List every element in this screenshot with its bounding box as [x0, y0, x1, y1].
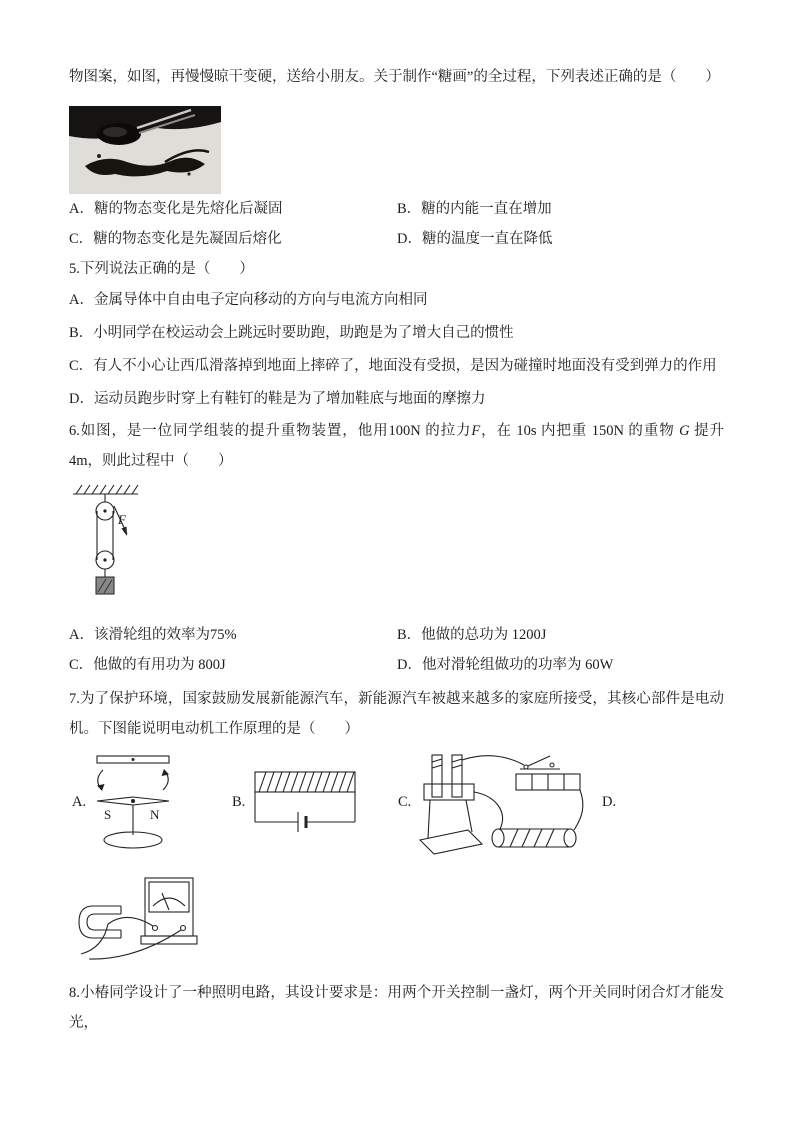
q5-option-a: A．金属导体中自由电子定向移动的方向与电流方向相同 — [69, 292, 428, 308]
q4-options-row-1 — [69, 194, 724, 224]
q6-weight-symbol: G — [679, 423, 690, 439]
q4-options-row-2 — [69, 224, 724, 254]
solenoid-coil-drawing — [251, 764, 361, 838]
pulley-force-label: F — [118, 512, 126, 527]
q7-figure-label-d: D. — [602, 794, 617, 810]
galvanometer-figure — [75, 872, 201, 964]
compass-south-label: S — [104, 807, 112, 822]
q6-intro-part2: ，在 10s 内把重 150N 的重物 — [480, 423, 680, 439]
q4-option-d: D．糖的温度一直在降低 — [397, 231, 553, 247]
electrolysis-figure — [416, 752, 588, 864]
q6-option-c: C．他做的有用功为 800J — [69, 657, 226, 673]
q4-intro-text: 物图案，如图，再慢慢晾干变硬，送给小朋友。关于制作“糖画”的全过程，下列表述正确的是（ ） — [69, 69, 720, 85]
q6-intro-part1: 6.如图，是一位同学组装的提升重物装置，他用100N 的拉力 — [69, 423, 472, 439]
q6-options-row-2 — [69, 650, 724, 680]
sugar-painting-image — [69, 106, 221, 194]
q6-option-b: B．他做的总功为 1200J — [397, 627, 547, 643]
q6-intro-text — [69, 416, 724, 476]
solenoid-figure — [251, 764, 361, 838]
compass-north-label: N — [150, 807, 160, 822]
q6-options-row-1 — [69, 620, 724, 650]
pulley-system-figure — [70, 480, 146, 608]
q7-figures-row — [69, 750, 724, 868]
sugar-painting-art — [69, 106, 221, 194]
q6-intro-part3: 提升 4m，则此过程中（ ） — [69, 423, 724, 469]
q5-option-b: B．小明同学在校运动会上跳远时要助跑，助跑是为了增大自己的惯性 — [69, 325, 514, 341]
galvanometer-magnet-drawing — [75, 872, 201, 964]
pulley-system-drawing — [70, 480, 146, 608]
q7-intro-text: 7.为了保护环境，国家鼓励发展新能源汽车，新能源汽车被越来越多的家庭所接受，其核心部件是电动机。下图能说明电动机工作原理的是（ ） — [69, 691, 724, 737]
q5-option-c: C．有人不小心让西瓜滑落掉到地面上摔碎了，地面没有受损，是因为碰撞时地面没有受到弹力的作用 — [69, 358, 717, 374]
q4-option-b: B．糖的内能一直在增加 — [397, 201, 552, 217]
q7-figure-label-a: A. — [72, 794, 87, 810]
q6-option-d: D．他对滑轮组做功的功率为 60W — [397, 657, 614, 673]
q4-option-a: A．糖的物态变化是先熔化后凝固 — [69, 201, 283, 217]
q5-intro-text: 5.下列说法正确的是（ ） — [69, 261, 254, 277]
compass-figure — [85, 750, 181, 858]
q7-figure-label-b: B. — [232, 794, 246, 810]
q5-option-d: D．运动员跑步时穿上有鞋钉的鞋是为了增加鞋底与地面的摩擦力 — [69, 391, 486, 407]
q6-force-symbol: F — [471, 423, 481, 439]
q7-figure-label-c: C. — [398, 794, 412, 810]
q8-intro-text: 8.小椿同学设计了一种照明电路，其设计要求是：用两个开关控制一盏灯，两个开关同时闭合灯才能发光， — [69, 985, 724, 1031]
electrolysis-apparatus-drawing — [416, 752, 588, 864]
q6-option-a: A．该滑轮组的效率为75% — [69, 627, 237, 643]
compass-needle-drawing — [85, 750, 181, 858]
q4-option-c: C．糖的物态变化是先凝固后熔化 — [69, 231, 282, 247]
